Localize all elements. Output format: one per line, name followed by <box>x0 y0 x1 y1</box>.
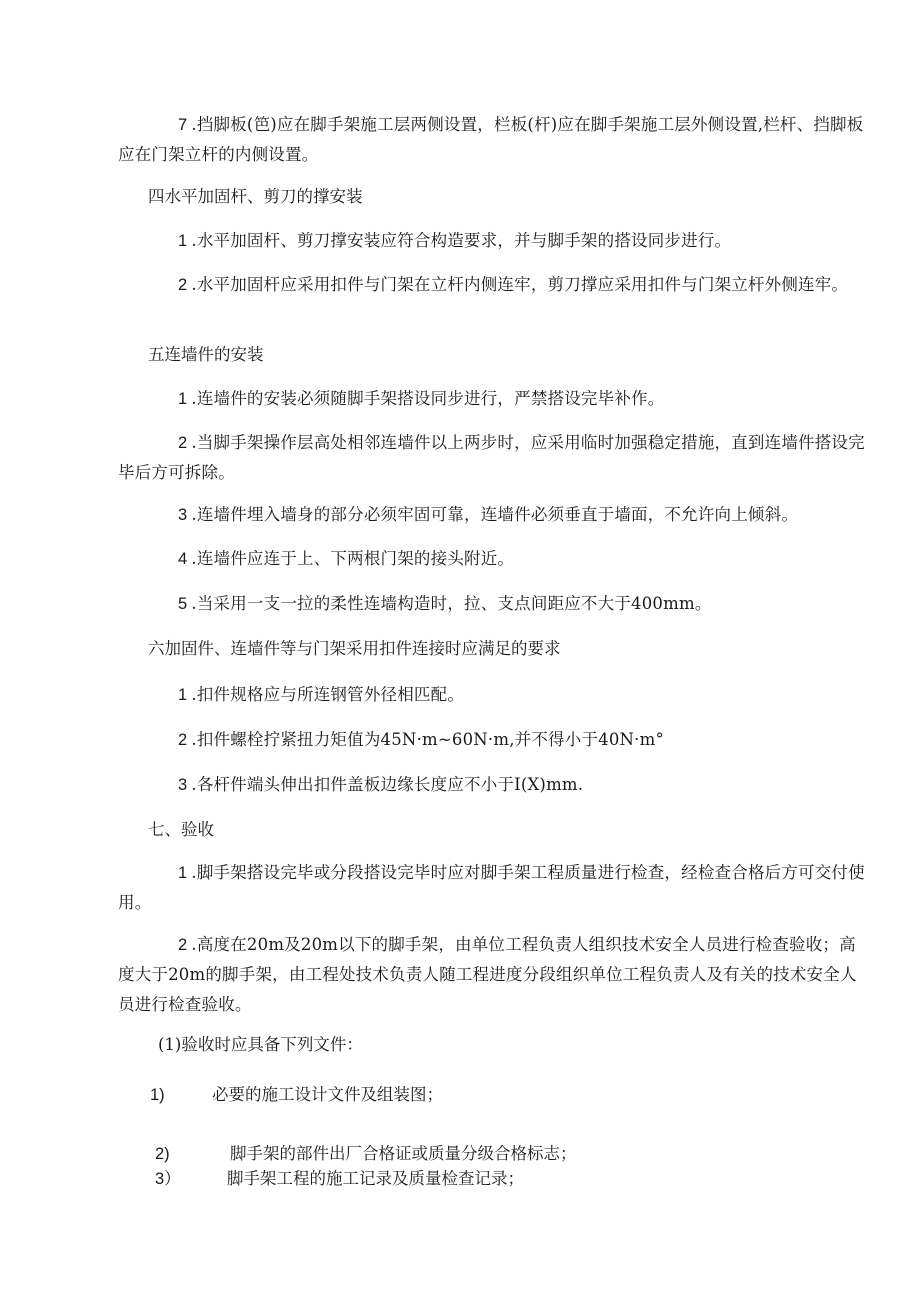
item-text: .当脚手架操作层高处相邻连墙件以上两步时，应采用临时加强稳定措施，直到连墙件搭设完毕后方可拆除。 <box>118 433 865 482</box>
item-text: .挡脚板(笆)应在脚手架施工层两侧设置，栏板(杆)应在脚手架施工层外侧设置,栏杆、挡脚板应在门架立杆的内侧设置。 <box>118 115 864 164</box>
list-text: 脚手架工程的施工记录及质量检查记录； <box>227 1169 524 1188</box>
list-text: 必要的施工设计文件及组装图； <box>212 1085 443 1104</box>
paragraph <box>118 226 868 256</box>
item-text: .水平加固杆应采用扣件与门架在立杆内侧连牢，剪刀撑应采用扣件与门架立杆外侧连牢。 <box>191 275 849 294</box>
item-text: .连墙件埋入墙身的部分必须牢固可靠，连墙件必须垂直于墙面，不允许向上倾斜。 <box>191 505 799 524</box>
list-number: 3） <box>155 1170 181 1188</box>
paragraph <box>118 858 868 918</box>
list-text: 脚手架的部件出厂合格证或质量分级合格标志； <box>230 1144 577 1163</box>
paragraph <box>118 270 868 300</box>
item-number: 5 <box>178 595 188 613</box>
item-number: 7 <box>178 116 188 134</box>
item-text: .脚手架搭设完毕或分段搭设完毕时应对脚手架工程质量进行检查，经检查合格后方可交付使用。 <box>118 863 865 912</box>
item-text: .连墙件应连于上、下两根门架的接头附近。 <box>191 549 515 568</box>
paragraph <box>118 384 868 414</box>
section-heading: 四水平加固杆、剪刀的撑安装 <box>148 187 363 206</box>
paragraph <box>118 770 868 800</box>
paragraph <box>118 500 868 530</box>
item-number: 1 <box>178 232 188 250</box>
item-text: .水平加固杆、剪刀撑安装应符合构造要求，并与脚手架的搭设同步进行。 <box>191 231 732 250</box>
list-number: 2) <box>155 1145 170 1163</box>
item-number: 3 <box>178 776 188 794</box>
paragraph <box>118 725 868 755</box>
paragraph <box>118 589 868 619</box>
item-number: 2 <box>178 434 188 452</box>
item-text: .扣件规格应与所连钢管外径相匹配。 <box>191 685 465 704</box>
item-text: .高度在20m及20m以下的脚手架，由单位工程负责人组织技术安全人员进行检查验收；高度大于20m的脚手架，由工程处技术负责人随工程进度分段组织单位工程负责人及有关的技术安全人员进行检查验收。 <box>118 935 857 1014</box>
item-number: 2 <box>178 936 188 954</box>
item-text: .各杆件端头伸出扣件盖板边缘长度应不小于I(X)mm. <box>191 775 584 794</box>
item-number: 3 <box>178 506 188 524</box>
section-heading: 六加固件、连墙件等与门架采用扣件连接时应满足的要求 <box>148 639 561 658</box>
item-text: .扣件螺栓拧紧扭力矩值为45N·m~60N·m,并不得小于40N·m° <box>191 730 664 749</box>
item-number: 2 <box>178 731 188 749</box>
item-number: 2 <box>178 276 188 294</box>
section-heading: 五连墙件的安装 <box>148 345 264 364</box>
list-number: 1) <box>150 1086 165 1104</box>
paragraph <box>118 680 868 710</box>
sub-heading: (1)验收时应具备下列文件： <box>158 1035 363 1054</box>
paragraph <box>118 428 868 488</box>
section-heading: 七、验收 <box>148 820 214 839</box>
item-number: 1 <box>178 864 188 882</box>
paragraph <box>118 544 868 574</box>
item-text: .当采用一支一拉的柔性连墙构造时，拉、支点间距应不大于400mm。 <box>191 594 712 613</box>
item-text: .连墙件的安装必须随脚手架搭设同步进行，严禁搭设完毕补作。 <box>191 389 665 408</box>
item-number: 1 <box>178 390 188 408</box>
item-number: 4 <box>178 550 188 568</box>
paragraph <box>118 110 868 170</box>
item-number: 1 <box>178 686 188 704</box>
paragraph <box>118 930 868 1020</box>
